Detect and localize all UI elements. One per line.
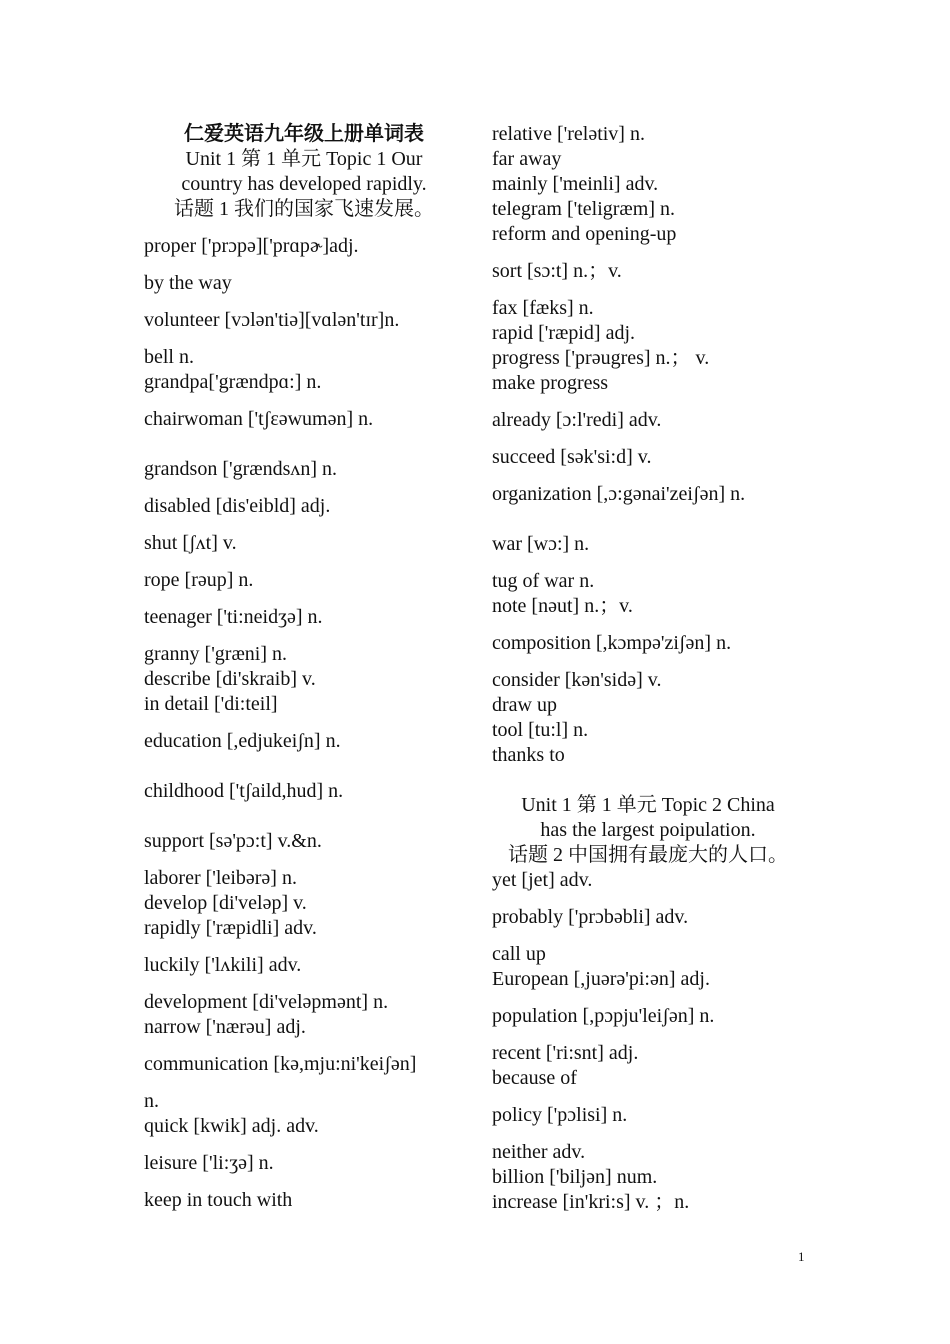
vocab-entry: volunteer [vɔlən'tiə][vɑlən'tɪr]n. <box>144 309 400 331</box>
vocab-entry: policy ['pɔlisi] n. <box>492 1104 628 1126</box>
vocab-entry: rope [rəup] n. <box>144 569 254 591</box>
vocab-entry: because of <box>492 1067 577 1089</box>
left-column <box>144 122 464 1213</box>
vocab-entry: develop [di'veləp] v. <box>144 892 307 914</box>
vocab-entry: increase [in'kri:s] v. ；n. <box>492 1191 690 1213</box>
vocab-entry: leisure ['li:ʒə] n. <box>144 1152 274 1174</box>
vocab-entry: tool [tu:l] n. <box>492 719 589 741</box>
topic2-line3: 话题 2 中国拥有最庞大的人口。 <box>508 844 788 866</box>
vocab-entry: recent ['ri:snt] adj. <box>492 1042 639 1064</box>
vocab-entry: education [,edjukeiʃn] n. <box>144 730 341 752</box>
right-column <box>492 122 812 1215</box>
vocab-entry: make progress <box>492 372 609 394</box>
vocab-entry: yet [jet] adv. <box>492 869 593 891</box>
vocab-entry: already [ɔ:l'redi] adv. <box>492 409 662 431</box>
vocab-entry: organization [,ɔ:gənai'zeiʃən] n. <box>492 483 746 505</box>
vocab-entry: thanks to <box>492 744 565 766</box>
vocab-entry: war [wɔ:] n. <box>492 533 590 555</box>
vocab-entry: childhood ['tʃaild,hud] n. <box>144 780 344 802</box>
vocab-entry-continuation: n. <box>144 1090 159 1112</box>
vocab-entry: support [sə'pɔ:t] v.&n. <box>144 830 322 852</box>
vocab-entry: development [di'veləpmənt] n. <box>144 991 389 1013</box>
vocab-entry: grandson ['grændsʌn] n. <box>144 458 338 480</box>
vocab-entry: consider [kən'sidə] v. <box>492 669 662 691</box>
vocab-entry: mainly ['meinli] adv. <box>492 173 659 195</box>
vocab-entry: bell n. <box>144 346 194 368</box>
vocab-entry: by the way <box>144 272 232 294</box>
vocab-entry: proper ['prɔpə]['prɑpɚ]adj. <box>144 235 359 257</box>
vocab-entry: shut [ʃʌt] v. <box>144 532 237 554</box>
vocab-entry: population [,pɔpju'leiʃən] n. <box>492 1005 715 1027</box>
vocab-entry: describe [di'skraib] v. <box>144 668 316 690</box>
page-number: 1 <box>798 1249 805 1264</box>
document-title: 仁爱英语九年级上册单词表 <box>184 123 424 145</box>
vocab-entry: rapid ['ræpid] adj. <box>492 322 636 344</box>
vocab-entry: probably ['prɔbəbli] adv. <box>492 906 689 928</box>
vocab-entry: billion ['biljən] num. <box>492 1166 658 1188</box>
vocab-entry: composition [,kɔmpə'ziʃən] n. <box>492 632 732 654</box>
vocab-entry: luckily ['lʌkili] adv. <box>144 954 302 976</box>
vocab-entry: teenager ['ti:neidʒə] n. <box>144 606 323 628</box>
vocab-entry: European [,juərə'pi:ən] adj. <box>492 968 710 990</box>
unit1-topic1-heading <box>144 122 464 222</box>
vocab-entry: succeed [sək'si:d] v. <box>492 446 652 468</box>
vocab-entry: tug of war n. <box>492 570 595 592</box>
vocab-entry: reform and opening-up <box>492 223 677 245</box>
vocab-entry: fax [fæks] n. <box>492 297 594 319</box>
vocab-entry: grandpa['grændpɑ:] n. <box>144 371 322 393</box>
topic2-line2: has the largest poipulation. <box>540 819 756 841</box>
vocab-entry: sort [sɔ:t] n.；v. <box>492 260 622 282</box>
vocab-entry: granny ['græni] n. <box>144 643 288 665</box>
topic1-line3: 话题 1 我们的国家飞速发展。 <box>174 198 434 220</box>
vocab-entry: neither adv. <box>492 1141 586 1163</box>
vocab-entry: call up <box>492 943 546 965</box>
vocab-entry: far away <box>492 148 562 170</box>
vocab-entry: laborer ['leibərə] n. <box>144 867 297 889</box>
topic1-line2: country has developed rapidly. <box>181 173 427 195</box>
vocab-entry: progress ['prəugres] n.； v. <box>492 347 710 369</box>
vocab-entry: communication [kə,mju:ni'keiʃən] <box>144 1053 417 1075</box>
vocab-entry: chairwoman ['tʃɛəwumən] n. <box>144 408 374 430</box>
vocab-entry: keep in touch with <box>144 1189 293 1211</box>
topic1-line1: Unit 1 第 1 单元 Topic 1 Our <box>185 148 423 170</box>
vocab-entry: disabled [dis'eibld] adj. <box>144 495 331 517</box>
vocab-entry: in detail ['di:teil] <box>144 693 278 715</box>
vocab-entry: narrow ['nærəu] adj. <box>144 1016 306 1038</box>
unit1-topic2-heading <box>492 793 804 868</box>
vocab-entry: telegram ['teligræm] n. <box>492 198 675 220</box>
vocab-entry: relative ['relətiv] n. <box>492 123 645 145</box>
topic2-line1: Unit 1 第 1 单元 Topic 2 China <box>521 794 775 816</box>
vocab-entry: rapidly ['ræpidli] adv. <box>144 917 317 939</box>
vocab-entry: draw up <box>492 694 557 716</box>
vocab-entry: quick [kwik] adj. adv. <box>144 1115 319 1137</box>
vocab-entry: note [nəut] n.；v. <box>492 595 633 617</box>
